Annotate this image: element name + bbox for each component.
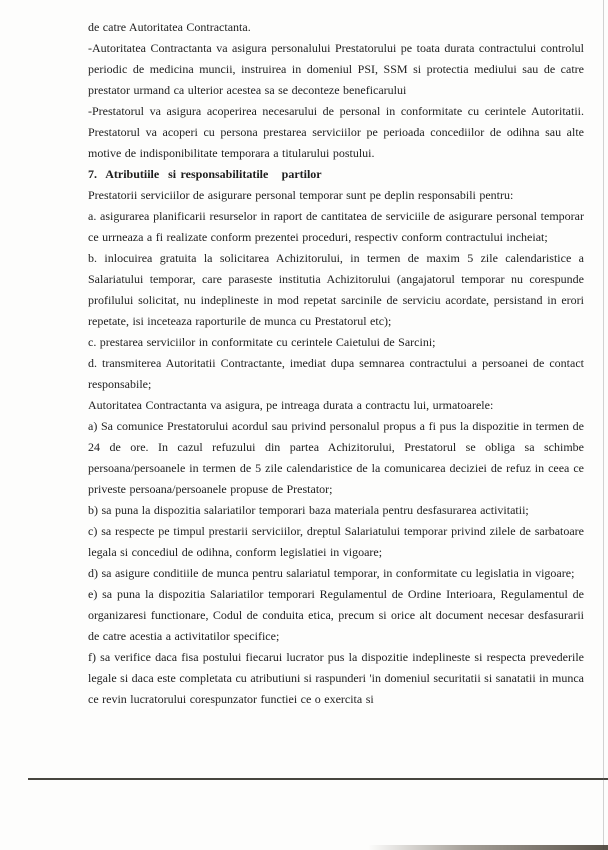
document-text xyxy=(88,17,584,710)
list-item-d-sa-asigure: d) sa asigure conditiile de munca pentru salariatul temporar, in conformitate cu legislatia in vigoare; xyxy=(88,566,575,580)
paragraph-autoritate-asigura: -Autoritatea Contractanta va asigura personalului Prestatorului pe toata durata contractului controlul periodic de medicina muncii, instruirea in domeniul PSI, SSM si protectia mediului sau de catre prestator urmand ca ulterior acestea sa se deconteze beneficarului xyxy=(88,41,584,97)
list-item-e-sa-puna-regulament: e) sa puna la dispozitia Salariatilor temporari Regulamentul de Ordine Interioara, Regulamentul de organizaresi functionare, Codul de conduita etica, precum si orice alt document necesar desfasurarii de catre acestia a activitatilor specifice; xyxy=(88,587,584,643)
list-item-b-sa-puna: b) sa puna la dispozitia salariatilor temporari baza materiala pentru desfasurarea activitatii; xyxy=(88,503,529,517)
footer-divider-line xyxy=(28,778,608,780)
paragraph-autoritatea-va-asigura: Autoritatea Contractanta va asigura, pe intreaga durata a contractu lui, urmatoarele: xyxy=(88,398,494,412)
section-heading-atributii: 7. Atributiile si responsabilitatile partilor xyxy=(88,167,322,181)
list-item-d-transmiterea: d. transmiterea Autoritatii Contractante, imediat dupa semnarea contractului a persoanei de contact responsabile; xyxy=(88,356,584,391)
list-item-c-prestarea: c. prestarea serviciilor in conformitate cu cerintele Caietului de Sarcini; xyxy=(88,335,436,349)
list-item-f-sa-verifice: f) sa verifice daca fisa postului fiecarui lucrator pus la dispozitie indeplineste si respecta prevederile legale si daca este completata cu atributiuni si raspunderi 'in domeniul securitatii si sanatatii in munca ce revin lucratorului corespunzator functiei ce o exercita si xyxy=(88,650,584,706)
list-item-c-sa-respecte: c) sa respecte pe timpul prestarii serviciilor, dreptul Salariatului temporar privind zilele de sarbatoare legala si concediul de odihna, conform legislatiei in vigoare; xyxy=(88,524,584,559)
list-item-a-sa-comunice: a) Sa comunice Prestatorului acordul sau privind personalul propus a fi pus la dispozitie in termen de 24 de ore. In cazul refuzului din partea Achizitorului, Prestatorul se obliga sa schimbe persoana/persoanele in termen de 5 zile calendaristice de la comunicarea deciziei de refuz in ceea ce priveste persoana/persoanele propuse de Prestator; xyxy=(88,419,584,496)
paragraph-prestatorii-responsabili: Prestatorii serviciilor de asigurare personal temporar sunt pe deplin responsabili pentru: xyxy=(88,188,514,202)
paragraph-continuation: de catre Autoritatea Contractanta. xyxy=(88,20,251,34)
scan-page-edge-line xyxy=(603,0,604,850)
list-item-a-asigurarea: a. asigurarea planificarii resurselor in raport de cantitatea de serviciile de asigurare personal temporar ce urrneaza a fi realizate conform prezentei proceduri, respectiv conform contractului incheiat; xyxy=(88,209,584,244)
list-item-b-inlocuirea: b. inlocuirea gratuita la solicitarea Achizitorului, in termen de maxim 5 zile calendaristice a Salariatului temporar, care paraseste institutia Achizitorului (angajatorul temporar nu corespunde profilului solicitat, nu indeplineste in mod repetat sarcinile de serviciu acordate, persistand in erori repetate, isi inceteaza raporturile de munca cu Prestatorul etc); xyxy=(88,251,584,328)
scan-bottom-shadow xyxy=(368,845,608,850)
paragraph-prestator-asigura: -Prestatorul va asigura acoperirea necesarului de personal in conformitate cu cerintele Autoritatii. Prestatorul va acoperi cu persona prestarea serviciilor pe perioada concediilor de odihna sau alte motive de indisponibilitate temporara a titularului postului. xyxy=(88,104,584,160)
